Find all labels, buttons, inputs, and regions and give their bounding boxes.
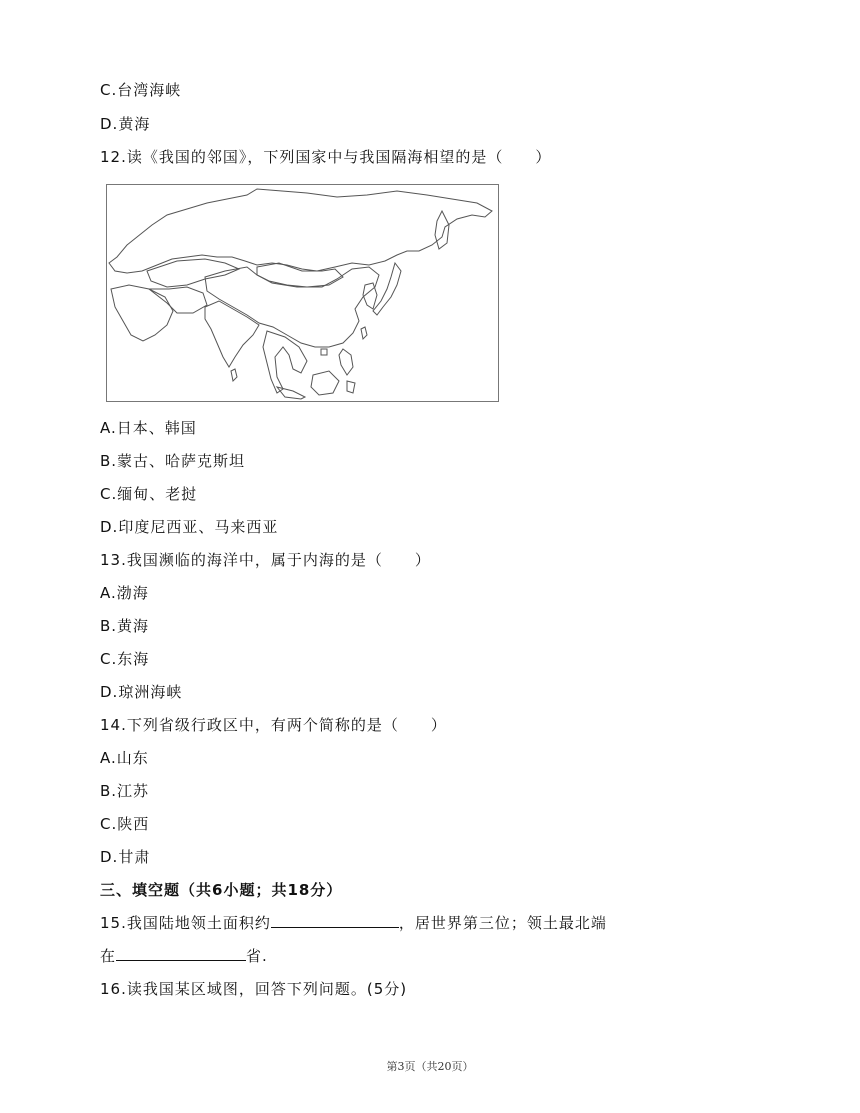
- q14-option-b: B.江苏: [100, 782, 150, 800]
- sri-lanka-outline: [231, 369, 237, 381]
- q14-stem: 14.下列省级行政区中，有两个简称的是（ ）: [100, 716, 447, 734]
- borneo-outline: [311, 371, 339, 395]
- q14-option-c: C.陕西: [100, 815, 150, 833]
- page-footer: 第3页（共20页）: [386, 1060, 474, 1073]
- q11-option-c: C.台湾海峡: [100, 81, 182, 99]
- sulawesi-outline: [347, 381, 355, 393]
- q14-option-d: D.甘肃: [100, 848, 151, 866]
- q15-line-1: [100, 913, 607, 933]
- q13-option-d: D.琼洲海峡: [100, 683, 183, 701]
- q15-blank-area[interactable]: [271, 913, 399, 928]
- asia-neighbors-map: [106, 184, 499, 402]
- q12-option-d: D.印度尼西亚、马来西亚: [100, 518, 279, 536]
- india-outline: [205, 301, 259, 367]
- q16-stem: 16.读我国某区域图，回答下列问题。(5分): [100, 980, 408, 998]
- philippines-outline: [339, 349, 353, 375]
- arabia-outline: [111, 285, 173, 341]
- q12-option-c: C.缅甸、老挝: [100, 485, 198, 503]
- kamchatka-outline: [435, 211, 449, 249]
- q12-option-b: B.蒙古、哈萨克斯坦: [100, 452, 246, 470]
- q15-text-2: ，居世界第三位；领土最北端: [398, 914, 607, 932]
- q13-option-c: C.东海: [100, 650, 150, 668]
- q15-text-1: 15.我国陆地领土面积约: [100, 914, 271, 932]
- q12-stem: 12.读《我国的邻国》，下列国家中与我国隔海相望的是（ ）: [100, 148, 552, 166]
- q15-text-3: 在: [100, 947, 117, 965]
- q12-option-a: A.日本、韩国: [100, 419, 197, 437]
- indochina-outline: [263, 331, 307, 393]
- section-3-title: 三、填空题（共6小题；共18分）: [100, 881, 343, 899]
- china-outline: [205, 267, 379, 347]
- iran-outline: [149, 287, 207, 313]
- russia-outline: [109, 189, 492, 273]
- japan-outline: [373, 263, 401, 315]
- q14-option-a: A.山东: [100, 749, 149, 767]
- q11-option-d: D.黄海: [100, 115, 151, 133]
- asia-outline-map: [107, 185, 498, 401]
- q13-option-b: B.黄海: [100, 617, 150, 635]
- taiwan-outline: [361, 327, 367, 339]
- q13-option-a: A.渤海: [100, 584, 149, 602]
- hainan-outline: [321, 349, 327, 355]
- q15-blank-province[interactable]: [116, 946, 246, 961]
- sumatra-outline: [277, 387, 305, 399]
- q15-text-4: 省.: [246, 947, 268, 965]
- q15-line-2: [100, 946, 268, 966]
- q13-stem: 13.我国濒临的海洋中，属于内海的是（ ）: [100, 551, 431, 569]
- mongolia-outline: [257, 263, 343, 287]
